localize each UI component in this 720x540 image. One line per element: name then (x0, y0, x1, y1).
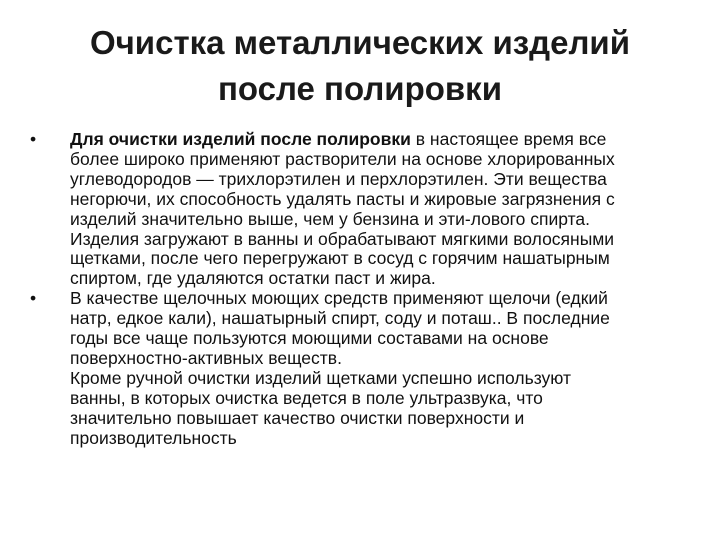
bullet-item-1 (30, 130, 702, 289)
bullet-1-line-7: щетками, после чего перегружают в сосуд с горячим нашатырным (70, 248, 610, 269)
bullet-1-line-3: углеводородов — трихлорэтилен и перхлорэтилен. Эти вещества (70, 168, 607, 189)
bullet-2-line-6: ванны, в которых очистка ведется в поле ультразвука, что (70, 387, 543, 408)
bullet-1-lead: Для очистки изделий после полировки (70, 129, 411, 149)
title-line-2: после полировки (218, 70, 502, 107)
bullet-1-line-4: негорючи, их способность удалять пасты и жировые загрязнения с (70, 188, 615, 209)
bullet-2-line-5: Кроме ручной очистки изделий щетками успешно используют (70, 367, 572, 388)
bullet-1-line-6: Изделия загружают в ванны и обрабатывают мягкими волосяными (70, 228, 615, 249)
slide-title (40, 20, 680, 112)
title-line-1: Очистка металлических изделий (89, 24, 630, 61)
bullet-marker-2: • (30, 288, 37, 309)
bullet-marker-1: • (30, 129, 37, 149)
bullet-2-line-1: В качестве щелочных моющих средств применяют щелочи (едкий (70, 288, 608, 309)
bullet-2-line-2: натр, едкое кали), нашатырный спирт, соду и поташ.. В последние (70, 308, 610, 329)
bullet-1-line-8: спиртом, где удаляются остатки паст и жира. (70, 268, 436, 289)
bullet-1-line-2: более широко применяют растворители на основе хлорированных (70, 148, 615, 169)
bullet-2-line-7: значительно повышает качество очистки поверхности и (70, 407, 525, 428)
bullet-1-line-5: изделий значительно выше, чем у бензина и эти-лового спирта. (70, 208, 591, 229)
bullet-2-line-3: годы все чаще пользуются моющими составами на основе (70, 328, 549, 349)
bullet-item-2 (30, 289, 702, 448)
bullet-2-line-8: производительность (70, 427, 237, 448)
bullet-list (30, 130, 702, 449)
bullet-1-first-rest: в настоящее время все (410, 129, 607, 149)
bullet-2-line-4: поверхностно-активных веществ. (70, 347, 342, 368)
bullet-1-line-1 (70, 130, 702, 150)
